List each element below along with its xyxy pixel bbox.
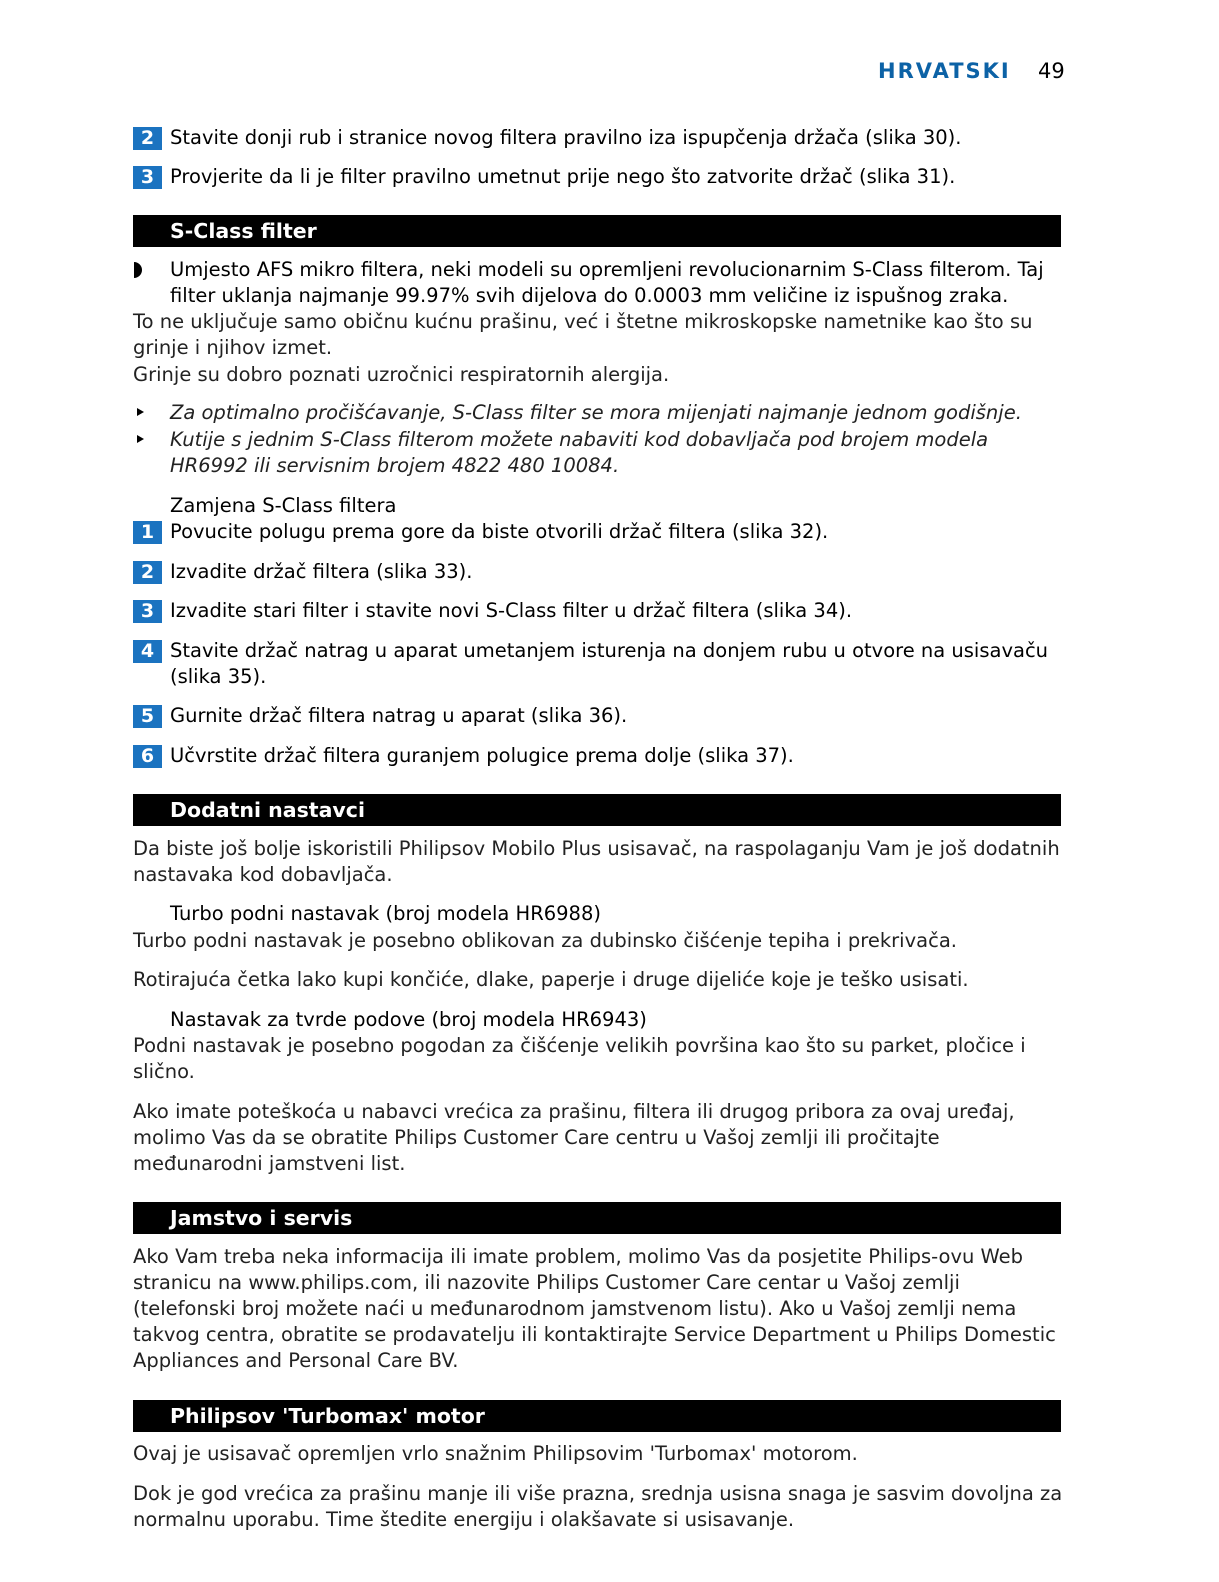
step-text: Stavite držač natrag u aparat umetanjem isturenja na donjem rubu u otvore na usisavaču (slika 35).: [170, 639, 1049, 688]
paragraph: Ovaj je usisavač opremljen vrlo snažnim Philipsovim 'Turbomax' motorom.: [133, 1442, 858, 1465]
section-heading: Philipsov 'Turbomax' motor: [170, 1404, 485, 1428]
note-arrow-icon: [137, 435, 144, 443]
step-number: 3: [133, 600, 162, 623]
step-text: Gurnite držač filtera natrag u aparat (slika 36).: [170, 704, 628, 727]
section-heading-bar: [133, 215, 1061, 247]
step-number: 3: [133, 166, 162, 189]
section-heading: S-Class filter: [170, 219, 317, 243]
step-text: Povucite polugu prema gore da biste otvorili držač filtera (slika 32).: [170, 520, 829, 543]
paragraph: Dok je god vrećica za prašinu manje ili više prazna, srednja usisna snaga je sasvim dovoljna za normalnu uporabu. Time štedite energiju i olakšavate si usisavanje.: [133, 1482, 1063, 1531]
step-number: 2: [133, 127, 162, 150]
subheading: Zamjena S-Class filtera: [170, 494, 397, 517]
paragraph: Ako imate poteškoća u nabavci vrećica za prašinu, filtera ili drugog pribora za ovaj uređaj, molimo Vas da se obratite Philips Customer Care centru u Vašoj zemlji ili pročitajte međunarodni jamstveni list.: [133, 1100, 1015, 1175]
paragraph: Rotirajuća četka lako kupi končiće, dlake, paperje i druge dijeliće koje je teško usisati.: [133, 968, 969, 991]
bullet-text: Umjesto AFS mikro filtera, neki modeli su opremljeni revolucionarnim S-Class filterom. Taj filter uklanja najmanje 99.97% svih dijelova do 0.0003 mm veličine iz ispušnog zraka.: [170, 258, 1044, 307]
paragraph: Podni nastavak je posebno pogodan za čišćenje velikih površina kao što su parket, pločice i slično.: [133, 1034, 1026, 1083]
paragraph: Ako Vam treba neka informacija ili imate problem, molimo Vas da posjetite Philips-ovu Web stranicu na www.philips.com, ili nazovite Philips Customer Care centar u Vašoj zemlji (telefonski broj možete naći u međunarodnom jamstvenom listu). Ako u Vašoj zemlji nema takvog centra, obratite se prodavatelju ili kontaktirajte Service Department u Philips Domestic Appliances and Personal Care BV.: [133, 1245, 1056, 1372]
bullet-icon: [134, 262, 142, 278]
step-text: Stavite donji rub i stranice novog filtera pravilno iza ispupčenja držača (slika 30).: [170, 126, 962, 149]
step-number: 2: [133, 561, 162, 584]
paragraph: To ne uključuje samo običnu kućnu prašinu, već i štetne mikroskopske nametnike kao što su grinje i njihov izmet.: [133, 310, 1033, 359]
step-number: 1: [133, 521, 162, 544]
subheading: Nastavak za tvrde podove (broj modela HR6943): [170, 1008, 647, 1031]
section-heading: Jamstvo i servis: [170, 1206, 353, 1230]
note-arrow-icon: [137, 408, 144, 416]
step-number: 6: [133, 745, 162, 768]
section-heading-bar: [133, 1202, 1061, 1234]
section-heading: Dodatni nastavci: [170, 798, 365, 822]
subheading: Turbo podni nastavak (broj modela HR6988): [170, 902, 601, 925]
paragraph: Turbo podni nastavak je posebno oblikovan za dubinsko čišćenje tepiha i prekrivača.: [133, 929, 957, 952]
page-number: 49: [1038, 59, 1065, 83]
step-text: Učvrstite držač filtera guranjem polugice prema dolje (slika 37).: [170, 744, 794, 767]
section-heading-bar: [133, 1400, 1061, 1432]
note-text: Za optimalno pročišćavanje, S-Class filter se mora mijenjati najmanje jednom godišnje.: [170, 401, 1022, 424]
section-heading-bar: [133, 794, 1061, 826]
paragraph: Da biste još bolje iskoristili Philipsov Mobilo Plus usisavač, na raspolaganju Vam je još dodatnih nastavaka kod dobavljača.: [133, 837, 1060, 886]
paragraph: Grinje su dobro poznati uzročnici respiratornih alergija.: [133, 363, 670, 386]
step-text: Izvadite držač filtera (slika 33).: [170, 560, 473, 583]
language-label: HRVATSKI: [878, 59, 1011, 83]
note-text: Kutije s jednim S-Class filterom možete nabaviti kod dobavljača pod brojem modela HR6992 ili servisnim brojem 4822 480 10084.: [170, 428, 989, 477]
page-header: [870, 58, 1070, 88]
step-number: 4: [133, 640, 162, 663]
step-text: Izvadite stari filter i stavite novi S-Class filter u držač filtera (slika 34).: [170, 599, 853, 622]
step-text: Provjerite da li je filter pravilno umetnut prije nego što zatvorite držač (slika 31).: [170, 165, 956, 188]
step-number: 5: [133, 705, 162, 728]
